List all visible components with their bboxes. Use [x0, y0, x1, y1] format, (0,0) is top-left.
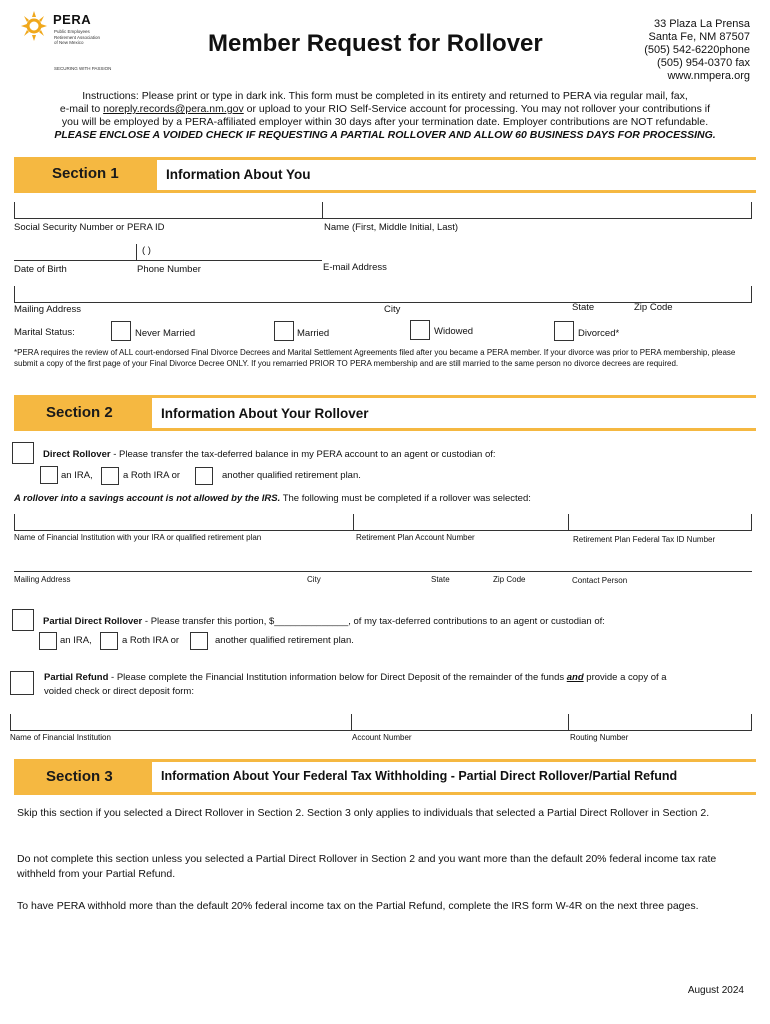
refund-routing-label: Routing Number: [570, 733, 629, 742]
married-checkbox[interactable]: [274, 321, 294, 341]
sun-logo-icon: [20, 10, 50, 42]
logo-tagline: SECURING WITH PASSION: [54, 66, 112, 71]
name-label: Name (First, Middle Initial, Last): [324, 222, 459, 233]
fi-mailing-address-input[interactable]: [14, 553, 752, 571]
divorced-label: Divorced*: [578, 328, 620, 339]
partial-roth-checkbox[interactable]: [100, 632, 118, 650]
phone-label: Phone Number: [137, 264, 201, 275]
financial-institution-input[interactable]: [14, 512, 752, 530]
section-1-title: Information About You: [166, 167, 311, 182]
records-email-link[interactable]: noreply.records@pera.nm.gov: [103, 103, 244, 115]
phone-number: (505) 542-6220phone: [644, 44, 750, 56]
website[interactable]: www.nmpera.org: [667, 70, 750, 82]
refund-bank-input[interactable]: [10, 712, 752, 730]
phone-parens: ( ): [142, 245, 151, 256]
partial-other-checkbox[interactable]: [190, 632, 208, 650]
partial-roth-label: a Roth IRA or: [122, 635, 180, 646]
section-2-title: Information About Your Rollover: [161, 406, 369, 421]
partial-other-label: another qualified retirement plan.: [215, 635, 354, 646]
section-3-title: Information About Your Federal Tax Withholding - Partial Direct Rollover/Partial Refund: [161, 769, 678, 783]
widowed-checkbox[interactable]: [410, 320, 430, 340]
revision-date: August 2024: [687, 985, 744, 996]
address-block: [644, 18, 750, 83]
section-3-paragraph-2: Do not complete this section unless you selected a Partial Direct Rollover in Section 2 and you want more than the default 20% federal income tax rate withheld from your Partial Refund.: [17, 853, 717, 880]
city-address: Santa Fe, NM 87507: [648, 31, 750, 43]
tax-id-label: Retirement Plan Federal Tax ID Number: [573, 535, 716, 544]
fi-label: Name of Financial Institution with your IRA or qualified retirement plan: [14, 533, 262, 542]
marital-status-label: Marital Status:: [14, 327, 75, 338]
partial-ira-checkbox[interactable]: [39, 632, 57, 650]
name-input[interactable]: [322, 200, 752, 218]
partial-refund-text: Partial Refund - Please complete the Financial Institution information below for Direct Deposit of the remainder of the funds and provide a copy of a: [44, 672, 667, 683]
partial-refund-text-2: voided check or direct deposit form:: [44, 686, 194, 697]
fi-state-label: State: [431, 575, 450, 584]
divorced-checkbox[interactable]: [554, 321, 574, 341]
ssn-label: Social Security Number or PERA ID: [14, 222, 165, 233]
married-label: Married: [297, 328, 330, 339]
partial-refund-checkbox[interactable]: [10, 671, 34, 695]
logo-subtitle: Public Employees Retirement Association of New Mexico: [54, 29, 101, 45]
ssn-input[interactable]: [14, 200, 320, 218]
pera-logo: [20, 10, 120, 72]
roth-ira-checkbox[interactable]: [101, 467, 119, 485]
fi-zip-label: Zip Code: [493, 575, 526, 584]
other-plan-checkbox[interactable]: [195, 467, 213, 485]
dob-input[interactable]: [14, 242, 134, 260]
section-3-paragraph-1: Skip this section if you selected a Direct Rollover in Section 2. Section 3 only applies to individuals that selected a Partial Direct Rollover in Section 2.: [17, 807, 710, 819]
instructions: Instructions: Please print or type in dark ink. This form must be completed in its entirety and returned to PERA via regular mail, fax, e-mail to noreply.records@pera.nm.gov or upload to your RIO Self-Service account for processing. You may not rollover your contributions if you will be employed by a PERA-affiliated employer within 30 days after your termination date. Employer contributions are NOT refundable. PLEASE ENCLOSE A VOIDED CHECK IF REQUESTING A PARTIAL ROLLOVER AND ALLOW 60 BUSINESS DAYS FOR PROCESSING.: [54, 90, 716, 141]
section-2-label: Section 2: [46, 404, 113, 421]
direct-rollover-text: Direct Rollover - Please transfer the tax-deferred balance in my PERA account to an agent or custodian of:: [43, 449, 496, 460]
dob-label: Date of Birth: [14, 264, 67, 275]
section-3-label: Section 3: [46, 768, 113, 785]
phone-input[interactable]: [136, 242, 320, 260]
email-input[interactable]: [322, 242, 752, 260]
email-label: E-mail Address: [323, 262, 387, 273]
account-number-label: Retirement Plan Account Number: [356, 533, 475, 542]
refund-fi-label: Name of Financial Institution: [10, 733, 111, 742]
direct-rollover-checkbox[interactable]: [12, 442, 34, 464]
state-label: State: [572, 302, 595, 313]
ira-checkbox[interactable]: [40, 466, 58, 484]
fi-city-label: City: [307, 575, 321, 584]
zip-label: Zip Code: [634, 302, 673, 313]
refund-account-label: Account Number: [352, 733, 412, 742]
street-address: 33 Plaza La Prensa: [653, 18, 750, 30]
widowed-label: Widowed: [434, 326, 474, 337]
partial-rollover-text: Partial Direct Rollover - Please transfer this portion, $______________, of my tax-deferred contributions to an agent or custodian of:: [43, 616, 605, 627]
section-1-label: Section 1: [52, 165, 119, 182]
roth-ira-label: a Roth IRA or: [123, 470, 181, 481]
other-plan-label: another qualified retirement plan.: [222, 470, 361, 481]
partial-rollover-checkbox[interactable]: [12, 609, 34, 631]
mailing-address-input[interactable]: [14, 284, 752, 302]
divorce-note: *PERA requires the review of ALL court-endorsed Final Divorce Decrees and Marital Settlement Agreements filed after you became a PERA member. If your divorce was prior to PERA membership, please submit a copy of the first page of your Final Divorce Decree ONLY. If you remarried PRIOR TO PERA membership and are still married to the same person no divorce decrees are required.: [14, 348, 736, 368]
partial-ira-label: an IRA,: [60, 635, 92, 646]
never-married-label: Never Married: [135, 328, 196, 339]
contact-person-label: Contact Person: [572, 576, 628, 585]
savings-warning: A rollover into a savings account is not allowed by the IRS. The following must be completed if a rollover was selected:: [14, 493, 531, 504]
page-title: Member Request for Rollover: [208, 30, 543, 57]
logo-wordmark: PERA: [53, 12, 92, 27]
section-3-paragraph-3: To have PERA withhold more than the default 20% federal income tax on the Partial Refund, complete the IRS form W-4R on the next three pages.: [17, 900, 699, 912]
city-label: City: [384, 304, 401, 315]
fi-mailing-label: Mailing Address: [14, 575, 71, 584]
fax-number: (505) 954-0370 fax: [657, 57, 750, 69]
mailing-label: Mailing Address: [14, 304, 82, 315]
ira-label: an IRA,: [61, 470, 93, 481]
never-married-checkbox[interactable]: [111, 321, 131, 341]
